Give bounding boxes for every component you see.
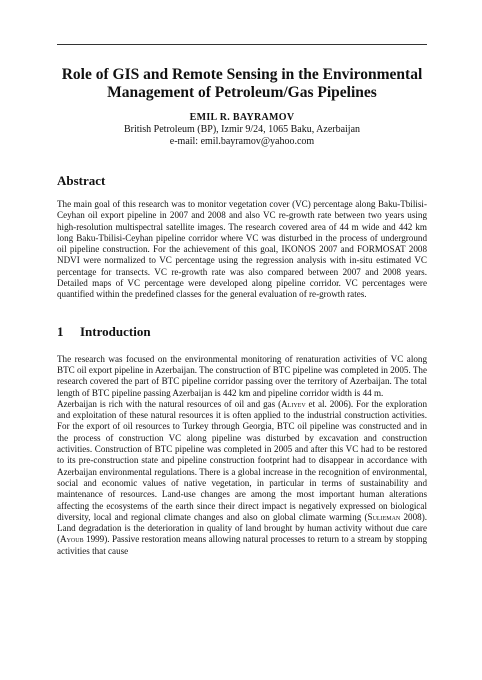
header-rule [57, 44, 427, 45]
author-block [57, 112, 427, 148]
section-title: Introduction [80, 323, 151, 339]
author-email: e-mail: emil.bayramov@yahoo.com [169, 136, 315, 147]
author-name: EMIL R. BAYRAMOV [189, 112, 295, 123]
intro-text-run: 1999). Passive restoration means allowing natural processes to return to a stream by stopping activities that cause [57, 534, 427, 556]
author-affiliation: British Petroleum (BP), Izmir 9/24, 1065 Baku, Azerbaijan [123, 124, 361, 135]
intro-paragraph-2 [57, 399, 427, 557]
abstract-text: The main goal of this research was to monitor vegetation cover (VC) percentage along Baku-Tbilisi-Ceyhan oil export pipeline in 2007 and 2008 and also VC re-growth rate between two years using high-resolution multispectral satellite images. The research covered area of 44 m wide and 442 km long Baku-Tbilisi-Ceyhan pipeline corridor where VC was disturbed in the process of underground oil pipeline construction. For the achievement of this goal, IKONOS 2007 and FORMOSAT 2008 NDVI were normalized to VC percentage using the regression analysis with in-situ estimated VC percentage for transects. VC re-growth rate was also compared between 2007 and 2008 years. Detailed maps of VC percentage were developed along pipeline corridor. VC percentages were quantified within the predefined classes for the general evaluation of re-growth rates. [57, 199, 427, 300]
section-number: 1 [57, 323, 64, 339]
paper-title: Role of GIS and Remote Sensing in the Environmental Management of Petroleum/Gas Pipelines [61, 66, 423, 101]
intro-paragraph-1: The research was focused on the environmental monitoring of renaturation activities of VC along BTC oil export pipeline in Azerbaijan. The construction of BTC pipeline was completed in 2005. The research covered the part of BTC pipeline corridor passing over the territory of Azerbaijan. The total length of BTC pipeline passing Azerbaijan is 442 km and pipeline corridor width is 44 m. [57, 353, 427, 398]
citation-author: Aliyev [281, 398, 306, 409]
intro-text-run: et al. 2006). For the exploration and exploitation of these natural resources it is often applied to the industrial construction activities. For the export of oil resources to Turkey through Georgia, BTC oil pipeline was constructed and in the process of construction VC along pipeline was disturbed by excavation and construction activities. Construction of BTC pipeline was completed in 2005 and after this VC had to be restored to its pre-construction state and pipeline construction footprint had to disappear in accordance with Azerbaijan environmental regulations. There is a global increase in the recognition of environmental, social and economic values of native vegetation, in particular in terms of sustainability and maintenance of resources. Land-use changes are among the most important human alterations affecting the ecosystems of the earth since their direct impact is negatively expressed on biological diversity, local and regional climate changes and also on global climate warming ( [57, 398, 428, 522]
section-heading-introduction [57, 324, 427, 340]
intro-text-run: Azerbaijan is rich with the natural resources of oil and gas ( [57, 398, 282, 409]
citation-author: Ayoub [60, 534, 84, 545]
citation-author: Sulieman [367, 511, 401, 522]
intro-text-run: 2008). Land degradation is the deterioration in quality of land brought by human activity without due care ( [57, 511, 427, 545]
paper-page [57, 66, 427, 557]
abstract-heading: Abstract [57, 173, 106, 188]
